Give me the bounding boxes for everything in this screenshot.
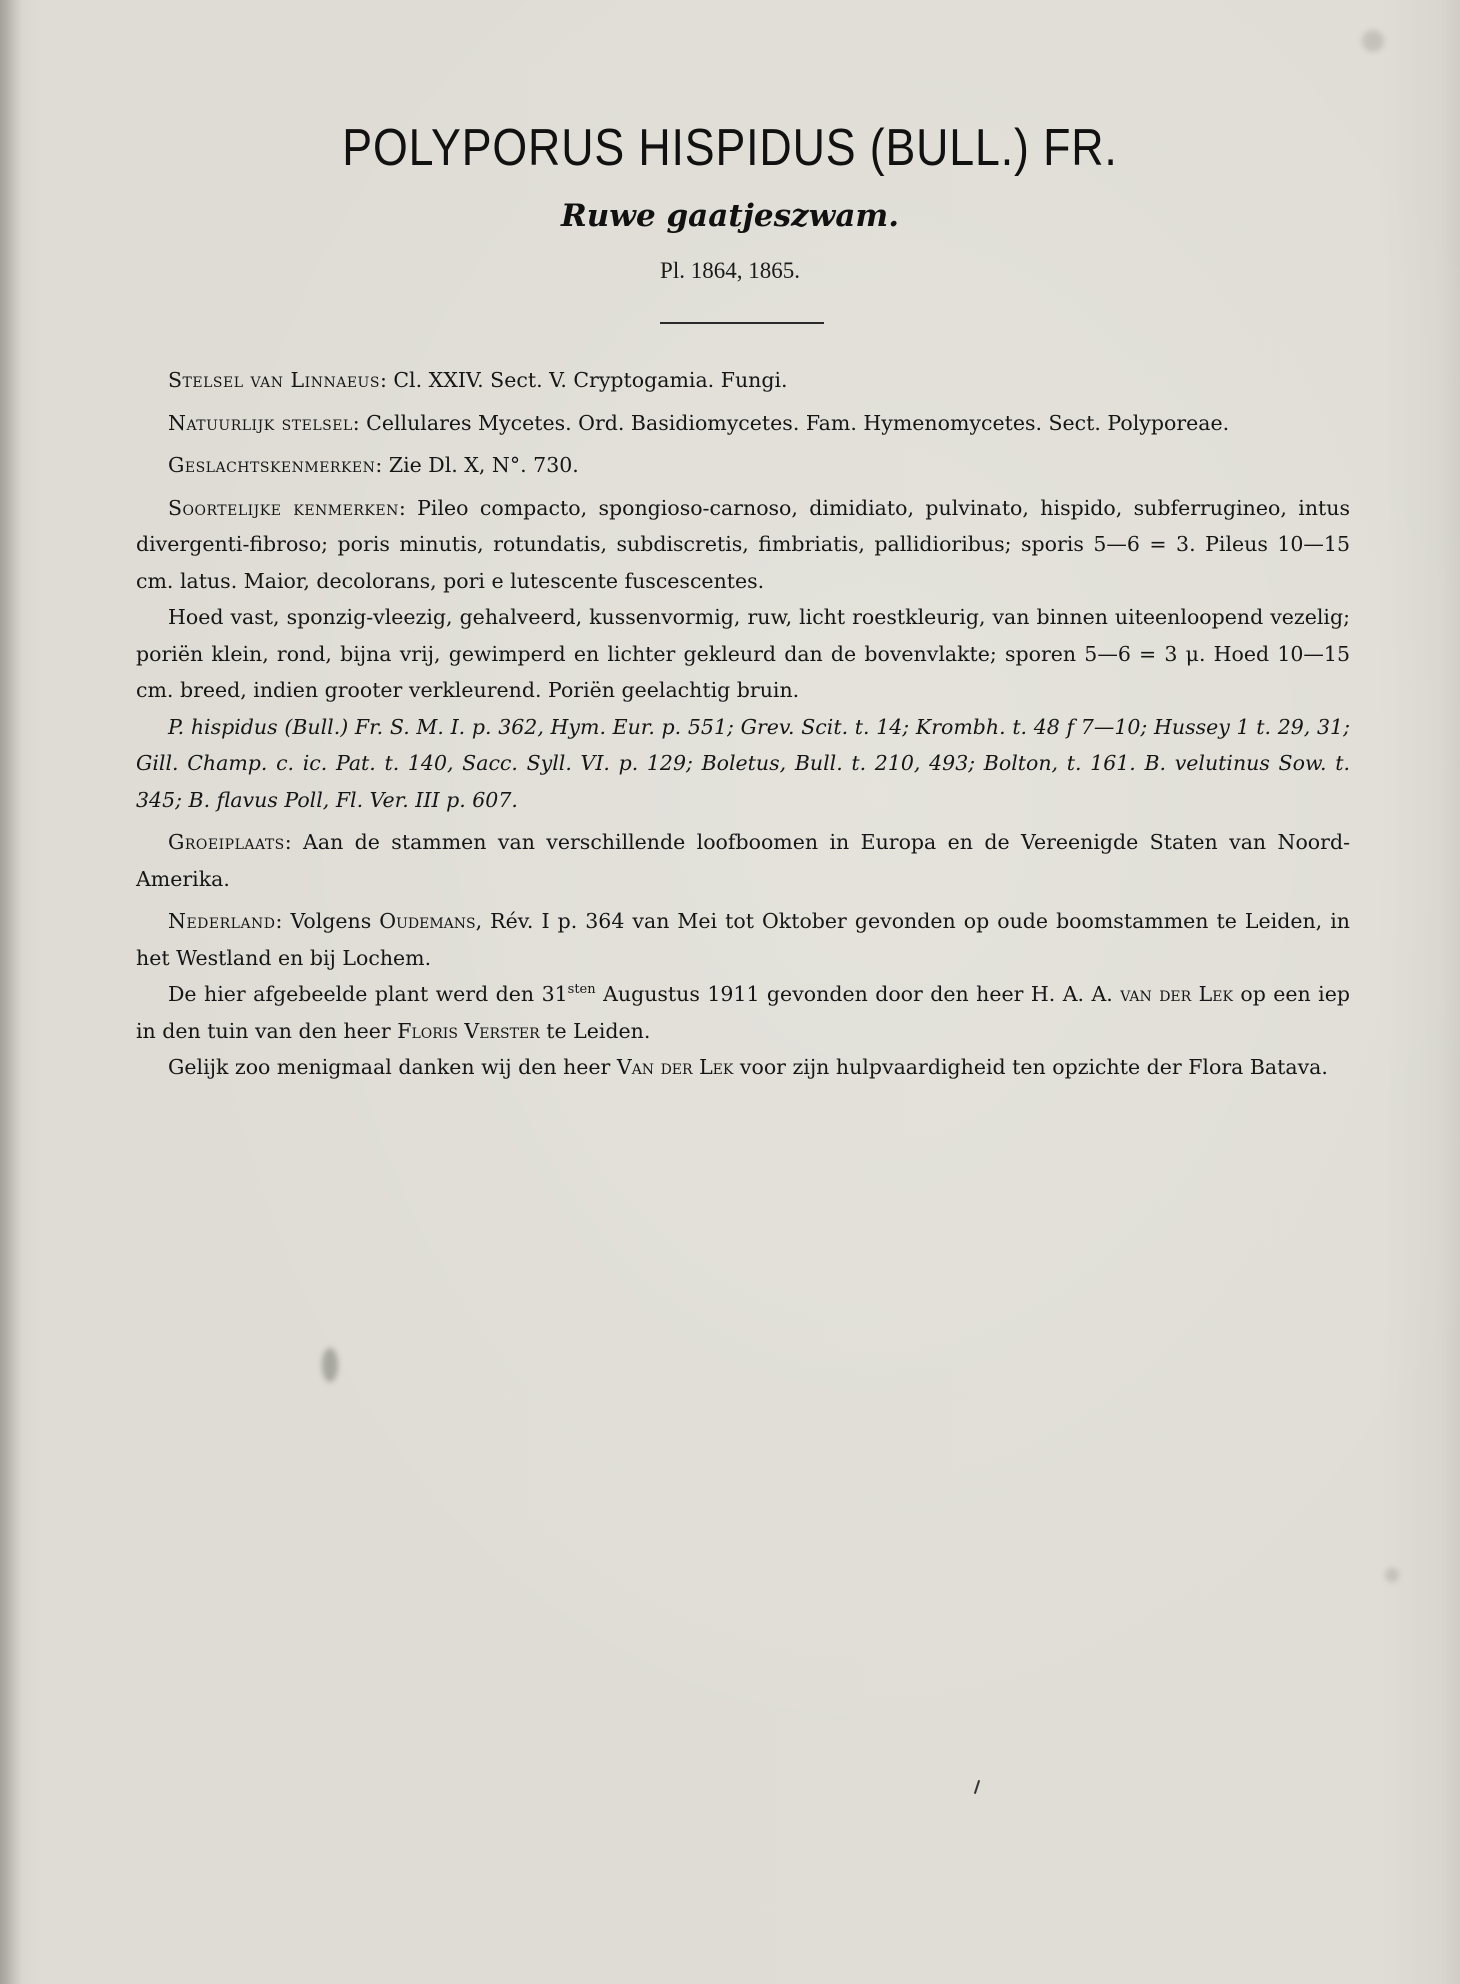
section-text: : Aan de stammen van verschillende loofboomen in Europa en de Vereenigde Staten van Noord-Amerika. — [136, 830, 1350, 891]
section-label: Natuurlijk stelsel — [168, 410, 353, 435]
found-note — [136, 976, 1350, 1049]
section-text: : Volgens — [275, 909, 380, 933]
section-text: voor zijn hulpvaardigheid ten opzichte der Flora Batava. — [733, 1055, 1328, 1079]
section-text: Gelijk zoo menigmaal danken wij den heer — [168, 1055, 617, 1079]
soortelijke-kenmerken — [136, 490, 1350, 600]
person-name: van der Lek — [1120, 982, 1233, 1006]
section-label: Groeiplaats — [168, 830, 285, 854]
stelsel-linnaeus — [136, 362, 1350, 399]
references: P. hispidus (Bull.) Fr. S. M. I. p. 362, Hym. Eur. p. 551; Grev. Scit. t. 14; Krombh. t. 48 f 7—10; Hussey 1 t. 29, 31; Gill. Champ. c. ic. Pat. t. 140, Sacc. Syll. VI. p. 129; Boletus, Bull. t. 210, 493; Bolton, t. 161. B. velutinus Sow. t. 345; B. flavus Poll, Fl. Ver. III p. 607. — [136, 714, 1350, 812]
section-text: : Cellulares Mycetes. Ord. Basidiomycetes. Fam. Hymenomycetes. Sect. Polyporeae. — [352, 410, 1230, 435]
thanks-note — [136, 1049, 1350, 1086]
natuurlijk-stelsel — [136, 405, 1350, 442]
section-text: , Rév. I p. 364 van Mei tot Oktober gevonden op oude boomstammen te Leiden, in het Westland en bij Lochem. — [136, 909, 1350, 970]
section-text: te Leiden. — [539, 1018, 651, 1043]
person-name: Floris Verster — [397, 1018, 540, 1043]
section-text: De hier afgebeelde plant werd den 31 — [168, 982, 568, 1006]
stray-mark — [974, 1780, 980, 1794]
plate-numbers: Pl. 1864, 1865. — [660, 258, 800, 283]
geslachtskenmerken — [136, 447, 1350, 484]
ink-smudge — [1385, 1568, 1399, 1582]
section-text: op een iep in den tuin van den heer — [136, 982, 1350, 1043]
ink-smudge — [322, 1348, 338, 1382]
ink-smudge — [1362, 30, 1384, 52]
title-rule — [660, 322, 824, 324]
author-name: Oudemans — [379, 909, 476, 933]
section-label: Nederland — [168, 909, 276, 933]
section-label: Soortelijke kenmerken — [168, 495, 399, 520]
person-name: Van der Lek — [616, 1055, 734, 1079]
common-name: Ruwe gaatjeszwam. — [560, 198, 900, 234]
section-text: : Zie Dl. X, N°. 730. — [375, 453, 579, 477]
nederland — [136, 903, 1350, 976]
body-text — [136, 362, 1350, 1086]
section-text: Augustus 1911 gevonden door den heer H. A. A. — [595, 982, 1121, 1006]
description: Hoed vast, sponzig-vleezig, gehalveerd, kussenvormig, ruw, licht roestkleurig, van binnen uiteenloopend vezelig; poriën klein, rond, bijna vrij, gewimperd en lichter gekleurd dan de bovenvlakte; sporen 5—6 = 3 μ. Hoed 10—15 cm. breed, indien grooter verkleurend. Poriën geelachtig bruin. — [136, 605, 1350, 702]
section-label: Geslachtskenmerken — [168, 453, 376, 477]
ordinal-suffix: sten — [567, 982, 596, 998]
section-text: : Pileo compacto, spongioso-carnoso, dimidiato, pulvinato, hispido, subferrugineo, intus divergenti-fibroso; poris minutis, rotundatis, subdiscretis, fimbriatis, pallidioribus; sporis 5—6 = 3. Pileus 10—15 cm. latus. Maior, decolorans, pori e lutescente fuscescentes. — [136, 495, 1350, 593]
groeiplaats — [136, 824, 1350, 897]
page-title: POLYPORUS HISPIDUS (BULL.) FR. — [342, 119, 1118, 177]
section-label: Stelsel van Linnaeus — [168, 368, 380, 392]
section-text: : Cl. XXIV. Sect. V. Cryptogamia. Fungi. — [379, 368, 788, 392]
spine-shadow — [0, 0, 22, 1984]
